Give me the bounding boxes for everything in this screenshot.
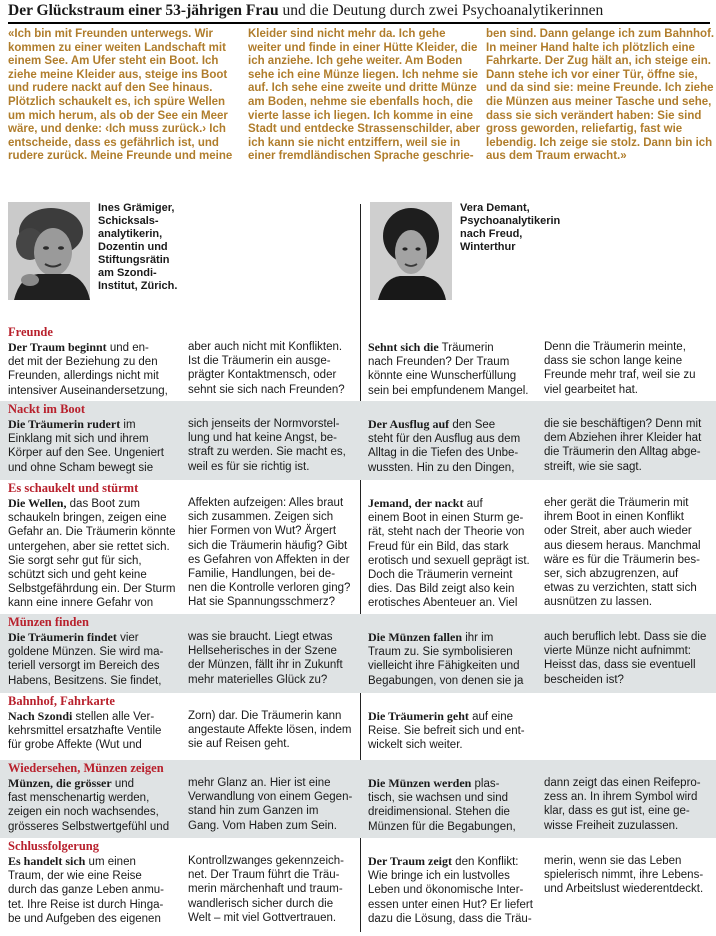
lead-rest: und bbox=[111, 778, 135, 790]
text-line: Ines Grämiger, bbox=[98, 202, 175, 214]
text-line: merin märchenhaft und traum- bbox=[188, 883, 343, 896]
dream-text-col1 bbox=[8, 28, 233, 164]
text-line: dann zeigt das einen Reifepro- bbox=[544, 777, 701, 789]
text-line: dass sie schon lange keine bbox=[544, 355, 683, 368]
text-line: spielerisch nimmt, ihre Lebens- bbox=[544, 869, 704, 882]
section-title: Bahnhof, Fahrkarte bbox=[8, 694, 115, 708]
text-line: auch beruflich lebt. Dass sie die bbox=[544, 631, 707, 643]
lead-rest: im bbox=[120, 419, 136, 431]
headline-rule bbox=[8, 22, 710, 24]
text-line: am Szondi- bbox=[98, 267, 157, 279]
text-line: streift, wie sie sagt. bbox=[544, 460, 642, 473]
section-column-c3 bbox=[368, 776, 540, 834]
section-column-c1 bbox=[8, 776, 180, 834]
text-line: kann eine innere Gefahr von bbox=[8, 597, 154, 610]
text-line bbox=[8, 496, 180, 511]
text-line: erotisches Abenteuer an. Viel bbox=[368, 597, 518, 610]
analyst-caption-graemiger bbox=[98, 202, 177, 293]
text-line: kehrsmittel ersatzhafte Ventile bbox=[8, 725, 162, 738]
text-line: rät, steht nach der Theorie von bbox=[368, 526, 525, 539]
text-line: Denn die Träumerin meinte, bbox=[544, 341, 686, 353]
lead-rest: ihr im bbox=[462, 632, 494, 644]
text-line: Dann stehe ich vor einer Tür, öffne sie, bbox=[486, 68, 698, 81]
section-column-c4 bbox=[544, 630, 716, 687]
headline bbox=[8, 2, 603, 20]
text-line: Dozentin und bbox=[98, 241, 168, 253]
lead-in: Die Wellen, bbox=[8, 496, 67, 510]
text-line: lebendig. Ich zeige sie stolz. Dann bin ich bbox=[486, 136, 713, 149]
dream-text-col2 bbox=[248, 28, 480, 164]
text-line: Wie bringe ich ein lustvolles bbox=[368, 870, 510, 883]
analyst-portrait-graemiger bbox=[8, 202, 90, 300]
text-line: Reise. Sie befreit sich und ent- bbox=[368, 725, 525, 738]
lead-in: Die Träumerin geht bbox=[368, 709, 469, 723]
text-line: sich die Träumerin häufig? Gibt bbox=[188, 539, 348, 552]
text-line: nach Freud, bbox=[460, 228, 523, 240]
text-line: die sie beschäftigen? Denn mit bbox=[544, 418, 702, 430]
text-line: weil es für sie richtig ist. bbox=[188, 460, 310, 473]
text-line: schaukeln bringen, zeigen eine bbox=[8, 512, 167, 525]
text-line bbox=[368, 630, 540, 645]
text-line: für grobe Affekte (Wut und bbox=[8, 739, 142, 752]
text-line: Doch die Träumerin verneint bbox=[368, 569, 513, 582]
text-line: wussten. Hin zu den Dingen, bbox=[368, 461, 515, 474]
text-line: Gefahr an. Die Träumerin könnte bbox=[8, 526, 176, 539]
text-line: ich anziehe. Ich gehe weiter. Am Boden bbox=[248, 55, 463, 68]
text-line: Heisst das, dass sie eventuell bbox=[544, 659, 696, 672]
text-line: eher gerät die Träumerin mit bbox=[544, 497, 689, 509]
text-line: Körper auf den See. Ungeniert bbox=[8, 447, 164, 460]
text-line bbox=[368, 709, 540, 724]
text-line: und rudere nackt auf den See hinaus. bbox=[8, 82, 213, 95]
section-title: Es schaukelt und stürmt bbox=[8, 481, 139, 495]
text-line bbox=[368, 496, 540, 511]
text-line bbox=[8, 417, 180, 432]
text-line: intensiver Auseinandersetzung, bbox=[8, 384, 168, 397]
text-line: ziehe meine Kleider aus, steige ins Boot bbox=[8, 68, 228, 81]
text-line: Winterthur bbox=[460, 241, 516, 253]
section-title: Schlussfolgerung bbox=[8, 839, 99, 853]
text-line: angestaute Affekte lösen, indem bbox=[188, 724, 352, 737]
text-line: bescheiden ist? bbox=[544, 673, 624, 686]
text-line: erotisch und sexuell geprägt ist. bbox=[368, 554, 530, 567]
text-line: «Ich bin mit Freunden unterwegs. Wir bbox=[8, 28, 214, 40]
headline-bold: Der Glückstraum einer 53-jährigen Frau bbox=[8, 2, 279, 19]
text-line: Schicksals- bbox=[98, 215, 159, 227]
text-line: rudere zurück. Meine Freunde und meine bbox=[8, 150, 233, 163]
lead-in: Der Traum zeigt bbox=[368, 854, 452, 868]
text-line: dreidimensional. Stehen die bbox=[368, 806, 510, 819]
section-column-c1 bbox=[8, 496, 180, 611]
lead-in: Die Träumerin rudert bbox=[8, 417, 121, 431]
text-line: Einklang mit sich und ihrem bbox=[8, 433, 149, 446]
lead-rest: den See bbox=[449, 419, 496, 431]
text-line: analytikerin, bbox=[98, 228, 163, 240]
text-line: aber auch nicht mit Konflikten. bbox=[188, 341, 343, 353]
text-line: vierte lasse ich liegen. Ich komme in eine bbox=[248, 109, 473, 122]
text-line: durch das ganze Leben anmu- bbox=[8, 884, 164, 897]
lead-in: Jemand, der nackt bbox=[368, 496, 464, 510]
text-line: mehr materielles Glück zu? bbox=[188, 673, 328, 686]
text-line: um mich herum, als ob der See ein Meer bbox=[8, 109, 228, 122]
text-line: Selbstgefährdung ein. Der Sturm bbox=[8, 583, 176, 596]
section-column-c3 bbox=[368, 496, 540, 611]
section-title: Wiedersehen, Münzen zeigen bbox=[8, 761, 164, 775]
text-line: Stadt und entdecke Strassenschilder, aber bbox=[248, 123, 480, 136]
text-line: wickelt sich weiter. bbox=[368, 739, 463, 752]
text-line: die Träumerin den Alltag abge- bbox=[544, 446, 701, 459]
text-line: der Münzen, fällt ihr in Zukunft bbox=[188, 659, 343, 672]
text-line: Vera Demant, bbox=[460, 202, 530, 214]
text-line: aus diesem heraus. Manchmal bbox=[544, 539, 701, 552]
text-line: Traum zu. Sie symbolisieren bbox=[368, 646, 513, 659]
text-line bbox=[8, 854, 180, 869]
lead-rest: um einen bbox=[85, 856, 136, 868]
text-line: und ohne Scham bewegt sie bbox=[8, 461, 154, 474]
text-line: grösseres Selbstwertgefühl und bbox=[8, 820, 170, 833]
section-column-c4 bbox=[544, 496, 716, 610]
text-line: wäre, und denke: ‹Ich muss zurück.› Ich bbox=[8, 123, 226, 136]
section-column-c1 bbox=[8, 340, 180, 398]
text-line: Begabungen, von denen sie ja bbox=[368, 674, 524, 687]
text-line: Institut, Zürich. bbox=[98, 280, 178, 292]
text-line: untergehen, aber sie rettet sich. bbox=[8, 540, 170, 553]
text-line: dazu die Lösung, dass die Träu- bbox=[368, 912, 532, 925]
text-line: wandlerisch sicher durch die bbox=[188, 897, 334, 910]
text-line: sein bei empfundenem Mangel. bbox=[368, 384, 529, 397]
text-line: auf. Ich sehe eine zweite und dritte Münze bbox=[248, 82, 477, 95]
text-line: sie auf Reisen geht. bbox=[188, 738, 290, 751]
analyst-caption-demant bbox=[460, 202, 560, 254]
text-line: Familie, Handlungen, bei de- bbox=[188, 568, 336, 581]
lead-in: Die Münzen fallen bbox=[368, 630, 462, 644]
text-line: einer fremdländischen Sprache geschrie- bbox=[248, 150, 474, 163]
lead-in: Die Träumerin findet bbox=[8, 630, 117, 644]
text-line: wäre es für die Träumerin bes- bbox=[544, 553, 700, 566]
text-line bbox=[8, 630, 180, 645]
text-line: die Münzen aus meiner Tasche und sehe, bbox=[486, 95, 712, 108]
lead-rest: und en- bbox=[106, 342, 149, 354]
text-line: Ist die Träumerin ein ausge- bbox=[188, 355, 331, 368]
section-column-c3 bbox=[368, 854, 540, 926]
section-column-c4 bbox=[544, 854, 716, 897]
text-line bbox=[368, 776, 540, 791]
text-line: sich zusammen. Zeigen sich bbox=[188, 511, 334, 524]
lead-in: Der Traum beginnt bbox=[8, 340, 107, 354]
section-column-c4 bbox=[544, 340, 716, 397]
text-line: entscheide, dass es gefährlich ist, und bbox=[8, 136, 219, 149]
text-line: Habens, Besitzens. Sie findet, bbox=[8, 674, 162, 687]
section-column-c2 bbox=[188, 496, 360, 610]
text-line: ausnützen zu lassen. bbox=[544, 596, 653, 609]
section-column-c2 bbox=[188, 776, 360, 833]
text-line: sich jenseits der Normvorstel- bbox=[188, 418, 340, 430]
text-line: ser, sich abzugrenzen, auf bbox=[544, 568, 679, 581]
text-line: dass sie sich verändert haben: Sie sind bbox=[486, 109, 702, 122]
text-line: Kleider sind nicht mehr da. Ich gehe bbox=[248, 28, 446, 40]
text-line: sehnt sie sich nach Freunden? bbox=[188, 383, 345, 396]
text-line: wisse Freiheit zuzulassen. bbox=[544, 819, 679, 832]
text-line: Gang. Vom Haben zum Sein. bbox=[188, 819, 337, 832]
text-line: kommen zu einer weiten Landschaft mit bbox=[8, 41, 226, 54]
lead-rest: plas- bbox=[471, 778, 500, 790]
text-line: ihrem Boot in einen Konflikt bbox=[544, 511, 684, 524]
text-line: aus dem Traum erwacht.» bbox=[486, 150, 627, 163]
text-line bbox=[8, 340, 180, 355]
text-line: Leben und ökonomische Inter- bbox=[368, 884, 524, 897]
text-line: nach Freunden? Der Traum bbox=[368, 356, 510, 369]
text-line: Zorn) dar. Die Träumerin kann bbox=[188, 710, 342, 722]
lead-rest: den Konflikt: bbox=[451, 856, 519, 868]
text-line: Freud für ein Bild, das stark bbox=[368, 540, 509, 553]
text-line: ich kann sie nicht entziffern, weil sie in bbox=[248, 136, 461, 149]
text-line: weiter und finde in einer Hütte Kleider, die bbox=[248, 41, 478, 54]
lead-rest: auf bbox=[463, 498, 483, 510]
section-title: Münzen finden bbox=[8, 615, 89, 629]
text-line: Psychoanalytikerin bbox=[460, 215, 561, 227]
section-column-c4 bbox=[544, 776, 716, 833]
text-line: Hat sie Spannungsschmerz? bbox=[188, 596, 336, 609]
text-line: Plötzlich schaukelt es, ich spüre Wellen bbox=[8, 95, 226, 108]
section-title: Freunde bbox=[8, 325, 53, 339]
headline-rest: und die Deutung durch zwei Psychoanalytikerinnen bbox=[278, 2, 604, 19]
text-line: es Gefahren von Affekten in der bbox=[188, 553, 350, 566]
lead-in: Der Ausflug auf bbox=[368, 417, 450, 431]
text-line: sehe ich eine Münze liegen. Ich nehme sie bbox=[248, 68, 479, 81]
text-line: det mit der Beziehung zu den bbox=[8, 356, 158, 369]
text-line: Münzen für die Begabungen, bbox=[368, 820, 516, 833]
text-line: stand hin zum Ganzen im bbox=[188, 805, 319, 818]
text-line: dies. Das Bild zeigt also kein bbox=[368, 583, 515, 596]
section-column-c1 bbox=[8, 709, 180, 753]
text-line: essen unter einen Hut? Er liefert bbox=[368, 898, 533, 911]
text-line: vielleicht ihre Fähigkeiten und bbox=[368, 660, 520, 673]
dream-text-col3 bbox=[486, 28, 715, 164]
text-line: am Boden, nehme sie ebenfalls hoch, die bbox=[248, 95, 473, 108]
text-line: zess an. In ihrem Symbol wird bbox=[544, 791, 698, 804]
text-line: Verwandlung von einem Gegen- bbox=[188, 791, 353, 804]
text-line bbox=[368, 854, 540, 869]
text-line: etwas zu verzichten, statt sich bbox=[544, 582, 697, 595]
lead-rest: Träumerin bbox=[438, 342, 494, 354]
text-line: und Arbeitslust wiederentdeckt. bbox=[544, 883, 704, 896]
lead-rest: stellen alle Ver- bbox=[72, 711, 155, 723]
section-column-c2 bbox=[188, 854, 360, 925]
lead-in: Münzen, die grösser bbox=[8, 776, 112, 790]
text-line: Affekten aufzeigen: Alles braut bbox=[188, 497, 344, 509]
section-column-c1 bbox=[8, 630, 180, 688]
text-line: teriell versorgt im Bereich des bbox=[8, 660, 160, 673]
section-column-c4 bbox=[544, 417, 716, 474]
section-title: Nackt im Boot bbox=[8, 402, 86, 416]
text-line: vierte Münze nicht aufnimmt: bbox=[544, 645, 692, 658]
text-line: Fahrkarte. Der Zug hält an, ich steige ein. bbox=[486, 55, 711, 68]
text-line: In meiner Hand halte ich plötzlich eine bbox=[486, 41, 695, 54]
text-line bbox=[8, 709, 180, 724]
text-line: einem Boot in einen Sturm ge- bbox=[368, 512, 524, 525]
text-line: schützt sich und geht keine bbox=[8, 569, 147, 582]
section-column-c2 bbox=[188, 417, 360, 474]
lead-in: Sehnt sich die bbox=[368, 340, 439, 354]
section-column-c2 bbox=[188, 709, 360, 752]
text-line: was sie braucht. Liegt etwas bbox=[188, 631, 333, 643]
lead-in: Es handelt sich bbox=[8, 854, 86, 868]
section-column-c1 bbox=[8, 854, 180, 926]
text-line bbox=[368, 417, 540, 432]
text-line: net. Der Traum führt die Träu- bbox=[188, 869, 340, 882]
text-line: zeigen ein noch wachsendes, bbox=[8, 806, 159, 819]
text-line: nen die Kontrolle verloren ging? bbox=[188, 582, 351, 595]
text-line: gross geworden, reliefartig, fast wie bbox=[486, 123, 683, 136]
text-line bbox=[8, 776, 180, 791]
text-line: steht für den Ausflug aus dem bbox=[368, 433, 521, 446]
text-line: ben sind. Dann gelange ich zum Bahnhof. bbox=[486, 28, 715, 40]
text-line: dem Abziehen ihrer Kleider hat bbox=[544, 432, 702, 445]
text-line: tet. Ihre Reise ist durch Hinga- bbox=[8, 898, 164, 911]
text-line: Stiftungsrätin bbox=[98, 254, 170, 266]
text-line: goldene Münzen. Sie wird ma- bbox=[8, 646, 164, 659]
text-line bbox=[368, 340, 540, 355]
lead-rest: auf eine bbox=[468, 711, 513, 723]
text-line: Hellseherisches in der Szene bbox=[188, 645, 337, 658]
text-line: prägter Kontaktmensch, oder bbox=[188, 369, 337, 382]
section-column-c3 bbox=[368, 340, 540, 398]
text-line: könnte eine Wunscherfüllung bbox=[368, 370, 517, 383]
lead-in: Die Münzen werden bbox=[368, 776, 472, 790]
text-line: und da sind sie: meine Freunde. Ich ziehe bbox=[486, 82, 714, 95]
lead-in: Nach Szondi bbox=[8, 709, 73, 723]
text-line: Freunde mehr traf, weil sie zu bbox=[544, 369, 696, 382]
text-line: oder Streit, aber auch wieder bbox=[544, 525, 692, 538]
text-line: Freunden, allerdings nicht mit bbox=[8, 370, 159, 383]
text-line: tisch, sie wachsen und sind bbox=[368, 792, 508, 805]
text-line: Traum, der wie eine Reise bbox=[8, 870, 142, 883]
lead-rest: das Boot zum bbox=[66, 498, 140, 510]
text-line: mehr Glanz an. Hier ist eine bbox=[188, 777, 331, 789]
analyst-portrait-demant bbox=[370, 202, 452, 300]
text-line: Sie sorgt sehr gut für sich, bbox=[8, 554, 142, 567]
text-line: klar, dass es gut ist, eine ge- bbox=[544, 805, 690, 818]
section-column-c1 bbox=[8, 417, 180, 475]
lead-rest: vier bbox=[116, 632, 139, 644]
text-line: viel gearbeitet hat. bbox=[544, 383, 638, 396]
section-column-c3 bbox=[368, 630, 540, 688]
section-column-c3 bbox=[368, 417, 540, 475]
text-line: Alltag in die Tiefen des Unbe- bbox=[368, 447, 519, 460]
text-line: fast menschenartig werden, bbox=[8, 792, 150, 805]
section-column-c2 bbox=[188, 340, 360, 397]
text-line: merin, wenn sie das Leben bbox=[544, 855, 682, 867]
text-line: hier Formen von Wut? Ärgert bbox=[188, 525, 337, 538]
section-column-c2 bbox=[188, 630, 360, 687]
text-line: be und Aufgeben des eigenen bbox=[8, 912, 161, 925]
text-line: Welt – mit viel Gottvertrauen. bbox=[188, 911, 337, 924]
text-line: Kontrollzwanges gekennzeich- bbox=[188, 855, 344, 867]
section-column-c3 bbox=[368, 709, 540, 753]
text-line: lung und hat keine Angst, be- bbox=[188, 432, 337, 445]
text-line: einem See. Am Ufer steht ein Boot. Ich bbox=[8, 55, 219, 68]
text-line: straft zu werden. Sie macht es, bbox=[188, 446, 346, 459]
